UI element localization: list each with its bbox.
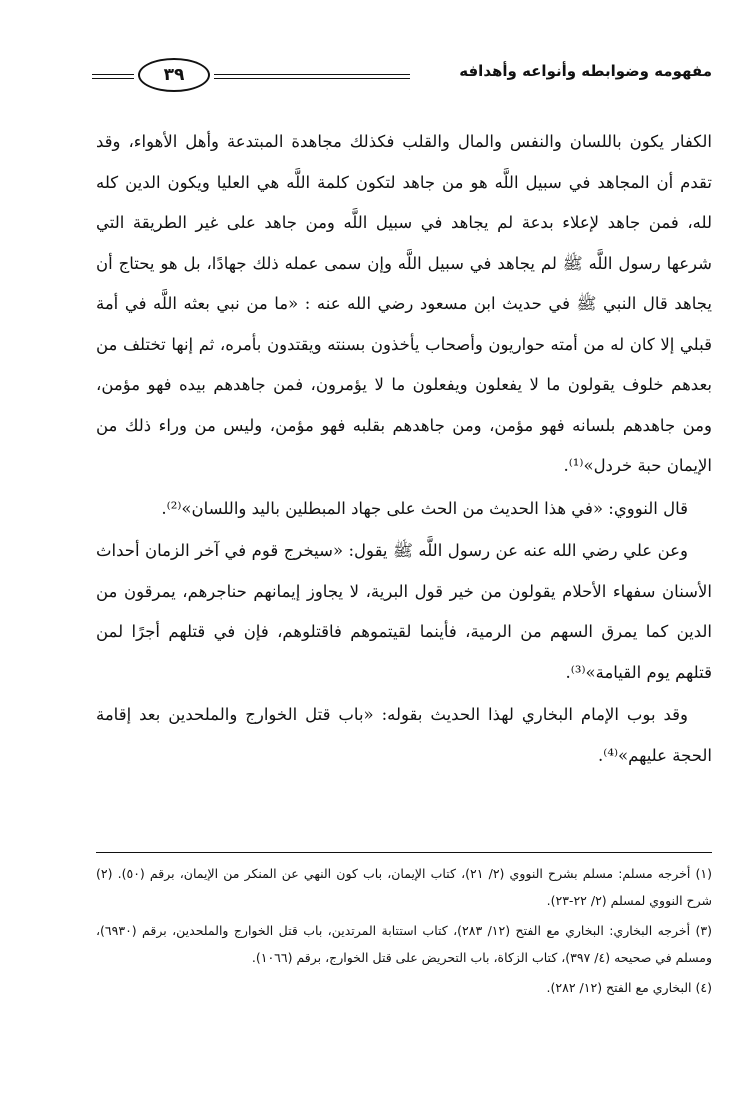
paragraph: وعن علي رضي الله عنه عن رسول اللَّه ﷺ يقول: «سيخرج قوم في آخر الزمان أحداث الأسنان سفهاء الأحلام يقولون من خير قول البرية، لا يجاوز إيمانهم حناجرهم، يمرقون من الدين كما يمرق السهم من الرمية، فأينما لقيتموهم فاقتلوهم، فإن في قتلهم أجرًا لمن قتلهم يوم القيامة»⁽³⁾. bbox=[96, 541, 712, 682]
paragraph: قال النووي: «في هذا الحديث من الحث على جهاد المبطلين باليد واللسان»⁽²⁾. bbox=[161, 498, 688, 518]
footnote: (٤) البخاري مع الفتح (١٢/ ٢٨٢). bbox=[546, 980, 712, 995]
header-rule-right bbox=[214, 74, 410, 79]
footnote: (٣) أخرجه البخاري: البخاري مع الفتح (١٢/ ٢٨٣)، كتاب استتابة المرتدين، باب قتل الخوارج والملحدين، برقم (٦٩٣٠)، ومسلم في صحيحه (٤/ ٣٩٧)، كتاب الزكاة، باب التحريض على قتل الخوارج، برقم (١٠٦٦). bbox=[96, 923, 712, 965]
running-title: مفهومه وضوابطه وأنواعه وأهدافه bbox=[459, 62, 712, 80]
page-header bbox=[92, 56, 712, 98]
header-rule-left bbox=[92, 74, 134, 79]
footnote: (١) أخرجه مسلم: مسلم بشرح النووي (٢/ ٢١)، كتاب الإيمان، باب كون النهي عن المنكر من الإيمان، برقم (٥٠). (٢) شرح النووي لمسلم (٢/ ٢٢-٢٣). bbox=[96, 866, 712, 908]
main-text bbox=[96, 122, 712, 776]
paragraph: وقد بوب الإمام البخاري لهذا الحديث بقوله: «باب قتل الخوارج والملحدين بعد إقامة الحجة عليهم»⁽⁴⁾. bbox=[96, 705, 712, 765]
footnote-separator bbox=[96, 852, 712, 853]
page-number: ٣٩ bbox=[138, 58, 210, 92]
paragraph: الكفار يكون باللسان والنفس والمال والقلب فكذلك مجاهدة المبتدعة وأهل الأهواء، وقد تقدم أن المجاهد في سبيل اللَّه هو من جاهد لتكون كلمة اللَّه هي العليا ويكون الدين كله لله، فمن جاهد لإعلاء بدعة لم يجاهد في سبيل اللَّه ومن جاهد على غير الطريقة التي شرعها رسول اللَّه ﷺ لم يجاهد في سبيل اللَّه وإن سمى عمله ذلك جهادًا، بل هو يحتاج أن يجاهد قال النبي ﷺ في حديث ابن مسعود رضي الله عنه : «ما من نبي بعثه اللَّه في أمة قبلي إلا كان له من أمته حواريون وأصحاب يأخذون بسنته ويقتدون بأمره، ثم إنها تختلف من بعدهم خلوف يقولون ما لا يفعلون ويفعلون ما لا يؤمرون، فمن جاهدهم بيده فهو مؤمن، ومن جاهدهم بلسانه فهو مؤمن، ومن جاهدهم بقلبه فهو مؤمن، وليس من وراء ذلك من الإيمان حبة خردل»⁽¹⁾. bbox=[96, 132, 712, 475]
footnotes bbox=[96, 860, 712, 1004]
